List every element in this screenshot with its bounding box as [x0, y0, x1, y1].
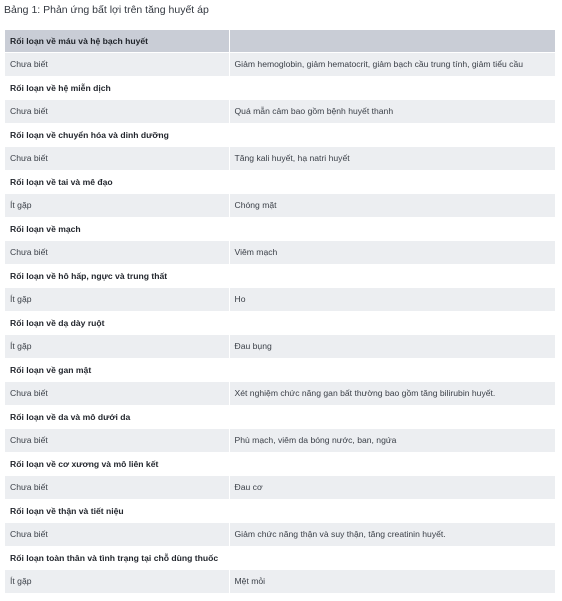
reaction-cell: Đau bụng — [229, 335, 555, 359]
reaction-cell: Ho — [229, 288, 555, 312]
adverse-reactions-table-container — [5, 30, 555, 594]
table-caption: Bảng 1: Phản ứng bất lợi trên tăng huyết áp — [4, 4, 209, 16]
section-row — [5, 358, 555, 382]
section-row — [5, 452, 555, 476]
section-title: Rối loạn về tai và mê đạo — [5, 170, 229, 194]
reaction-cell: Viêm mạch — [229, 241, 555, 265]
frequency-cell: Ít gặp — [5, 194, 229, 218]
reaction-cell: Quá mẫn cảm bao gồm bệnh huyết thanh — [229, 100, 555, 124]
reaction-cell: Phù mạch, viêm da bóng nước, ban, ngứa — [229, 429, 555, 453]
frequency-cell: Ít gặp — [5, 288, 229, 312]
table-row — [5, 476, 555, 500]
section-row — [5, 546, 555, 570]
section-title: Rối loạn về da và mô dưới da — [5, 405, 229, 429]
header-cell-blank — [229, 30, 555, 53]
table-row — [5, 570, 555, 594]
table-row — [5, 429, 555, 453]
reaction-cell: Đau cơ — [229, 476, 555, 500]
reaction-cell: Chóng mặt — [229, 194, 555, 218]
section-blank-cell — [229, 76, 555, 100]
section-title: Rối loạn toàn thân và tình trạng tại chỗ dùng thuốc — [5, 546, 229, 570]
table-row — [5, 147, 555, 171]
section-blank-cell — [229, 311, 555, 335]
frequency-cell: Ít gặp — [5, 335, 229, 359]
section-blank-cell — [229, 264, 555, 288]
section-row — [5, 405, 555, 429]
frequency-cell: Chưa biết — [5, 476, 229, 500]
section-title: Rối loạn về gan mật — [5, 358, 229, 382]
frequency-cell: Ít gặp — [5, 570, 229, 594]
section-blank-cell — [229, 123, 555, 147]
section-title: Rối loạn về cơ xương và mô liên kết — [5, 452, 229, 476]
table-row — [5, 288, 555, 312]
adverse-reactions-table — [5, 30, 555, 594]
section-row — [5, 123, 555, 147]
table-row — [5, 523, 555, 547]
reaction-cell: Giảm hemoglobin, giảm hematocrit, giảm bạch cầu trung tính, giảm tiểu cầu — [229, 53, 555, 77]
section-title: Rối loạn về hô hấp, ngực và trung thất — [5, 264, 229, 288]
section-title: Rối loạn về thận và tiết niệu — [5, 499, 229, 523]
table-header-row — [5, 30, 555, 53]
reaction-cell: Mệt mỏi — [229, 570, 555, 594]
section-title: Rối loạn về chuyển hóa và dinh dưỡng — [5, 123, 229, 147]
reaction-cell: Tăng kali huyết, hạ natri huyết — [229, 147, 555, 171]
frequency-cell: Chưa biết — [5, 429, 229, 453]
table-row — [5, 241, 555, 265]
section-title: Rối loạn về dạ dày ruột — [5, 311, 229, 335]
section-title: Rối loạn về mạch — [5, 217, 229, 241]
reaction-cell: Xét nghiệm chức năng gan bất thường bao gồm tăng bilirubin huyết. — [229, 382, 555, 406]
frequency-cell: Chưa biết — [5, 147, 229, 171]
header-cell-category: Rối loạn về máu và hệ bạch huyết — [5, 30, 229, 53]
table-row — [5, 335, 555, 359]
section-row — [5, 499, 555, 523]
section-blank-cell — [229, 499, 555, 523]
table-row — [5, 100, 555, 124]
table-row — [5, 194, 555, 218]
section-blank-cell — [229, 405, 555, 429]
table-row — [5, 53, 555, 77]
section-blank-cell — [229, 546, 555, 570]
section-blank-cell — [229, 170, 555, 194]
frequency-cell: Chưa biết — [5, 241, 229, 265]
section-row — [5, 76, 555, 100]
table-row — [5, 382, 555, 406]
frequency-cell: Chưa biết — [5, 53, 229, 77]
section-blank-cell — [229, 452, 555, 476]
section-blank-cell — [229, 358, 555, 382]
frequency-cell: Chưa biết — [5, 382, 229, 406]
frequency-cell: Chưa biết — [5, 100, 229, 124]
section-row — [5, 170, 555, 194]
section-row — [5, 264, 555, 288]
section-row — [5, 311, 555, 335]
section-blank-cell — [229, 217, 555, 241]
section-title: Rối loạn về hệ miễn dịch — [5, 76, 229, 100]
section-row — [5, 217, 555, 241]
frequency-cell: Chưa biết — [5, 523, 229, 547]
reaction-cell: Giảm chức năng thận và suy thận, tăng creatinin huyết. — [229, 523, 555, 547]
